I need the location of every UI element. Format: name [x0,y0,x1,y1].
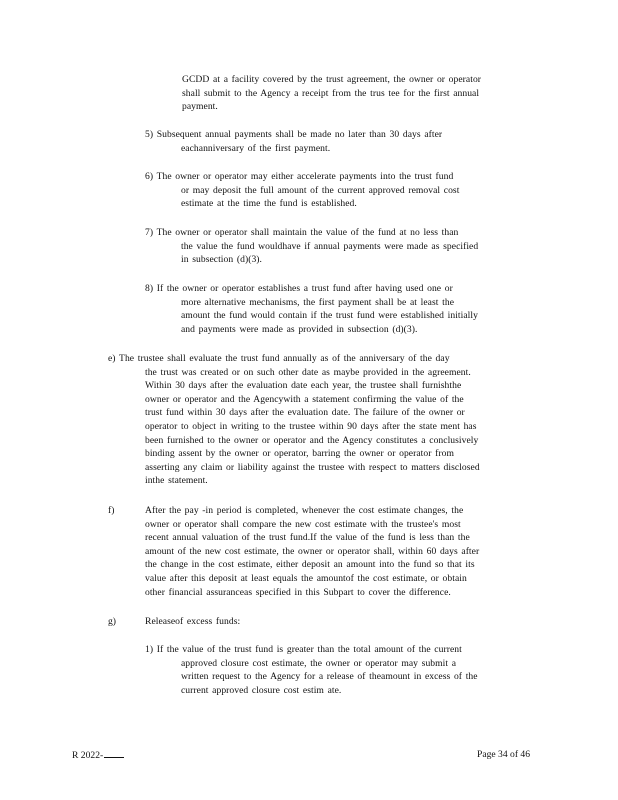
text-line: 1) If the value of the trust fund is greater than the total amount of the current [145,644,462,655]
text-line: the trust was created or on such other date as maybe provided in the agreement. [145,366,471,378]
text-line: the change in the cost estimate, either deposit an amount into the fund so that its [145,559,475,571]
text-line: operator to object in writing to the trustee within 90 days after the state ment has [145,420,477,432]
text-line: current approved closure cost estim ate. [181,684,342,696]
section-e [108,352,536,488]
text-line: amount of the new cost estimate, the owner or operator shall, within 60 days after [145,545,480,557]
text-line: Releaseof excess funds: [145,616,241,627]
section-g-heading [145,615,345,629]
text-line: 8) If the owner or operator establishes a trust fund after having used one or [145,283,453,294]
text-line: or may deposit the full amount of the current approved removal cost [181,184,460,196]
text-line: other financial assuranceas specified in this Subpart to cover the difference. [145,586,451,598]
text-line: 6) The owner or operator may either accelerate payments into the trust fund [145,171,454,182]
docket-blank [104,748,124,758]
text-line: the value the fund wouldhave if annual payments were made as specified [181,240,479,252]
text-line: amount the fund would contain if the trust fund were established initially [181,310,478,322]
list-item-6 [145,170,523,211]
text-line: asserting any claim or liability against the trustee with respect to matters disclosed [145,461,480,473]
text-line: recent annual valuation of the trust fund.If the value of the fund is less than the [145,532,470,544]
section-g-label: g) [108,616,116,627]
paragraph-continuation [182,73,520,114]
list-item-7 [145,226,529,267]
text-line: 7) The owner or operator shall maintain the value of the fund at no less than [145,227,459,238]
text-line: e) The trustee shall evaluate the trust fund annually as of the anniversary of the day [108,353,450,364]
text-line: trust fund within 30 days after the evaluation date. The failure of the owner or [145,407,465,419]
text-line: been furnished to the owner or operator and the Agency constitutes a conclusively [145,434,479,446]
text-line: After the pay -in period is completed, whenever the cost estimate changes, the [145,505,464,516]
section-f [145,504,536,599]
text-line: in subsection (d)(3). [181,254,262,266]
text-line: owner or operator and the Agencywith a statement confirming the value of the [145,393,464,405]
section-f-label: f) [108,505,115,516]
list-item-8 [145,282,533,336]
list-item-5 [145,128,495,155]
text-line: inthe statement. [145,475,208,487]
docket-number: R 2022- [72,750,104,761]
text-line: estimate at the time the fund is established. [181,198,357,210]
text-line: more alternative mechanisms, the first payment shall be at least the [181,296,455,308]
page-number: Page 34 of 46 [477,749,531,760]
text-line: GCDD at a facility covered by the trust agreement, the owner or operator [182,74,482,85]
footer-docket [72,748,124,762]
text-line: binding assent by the owner or operator, barring the owner or operator from [145,448,454,460]
text-line: Within 30 days after the evaluation date each year, the trustee shall furnishthe [145,380,462,392]
text-line: owner or operator shall compare the new cost estimate with the trustee's most [145,518,461,530]
text-line: and payments were made as provided in subsection (d)(3). [181,323,418,335]
text-line: eachanniversary of the first payment. [181,142,331,154]
text-line: approved closure cost estimate, the owner or operator may submit a [181,657,457,669]
list-item-g1 [145,643,529,697]
text-line: written request to the Agency for a release of theamount in excess of the [181,671,478,683]
text-line: value after this deposit at least equals the amountof the cost estimate, or obtain [145,572,467,584]
text-line: 5) Subsequent annual payments shall be made no later than 30 days after [145,129,443,140]
text-line: payment. [182,101,218,113]
text-line: shall submit to the Agency a receipt from the trus tee for the first annual [182,87,480,99]
